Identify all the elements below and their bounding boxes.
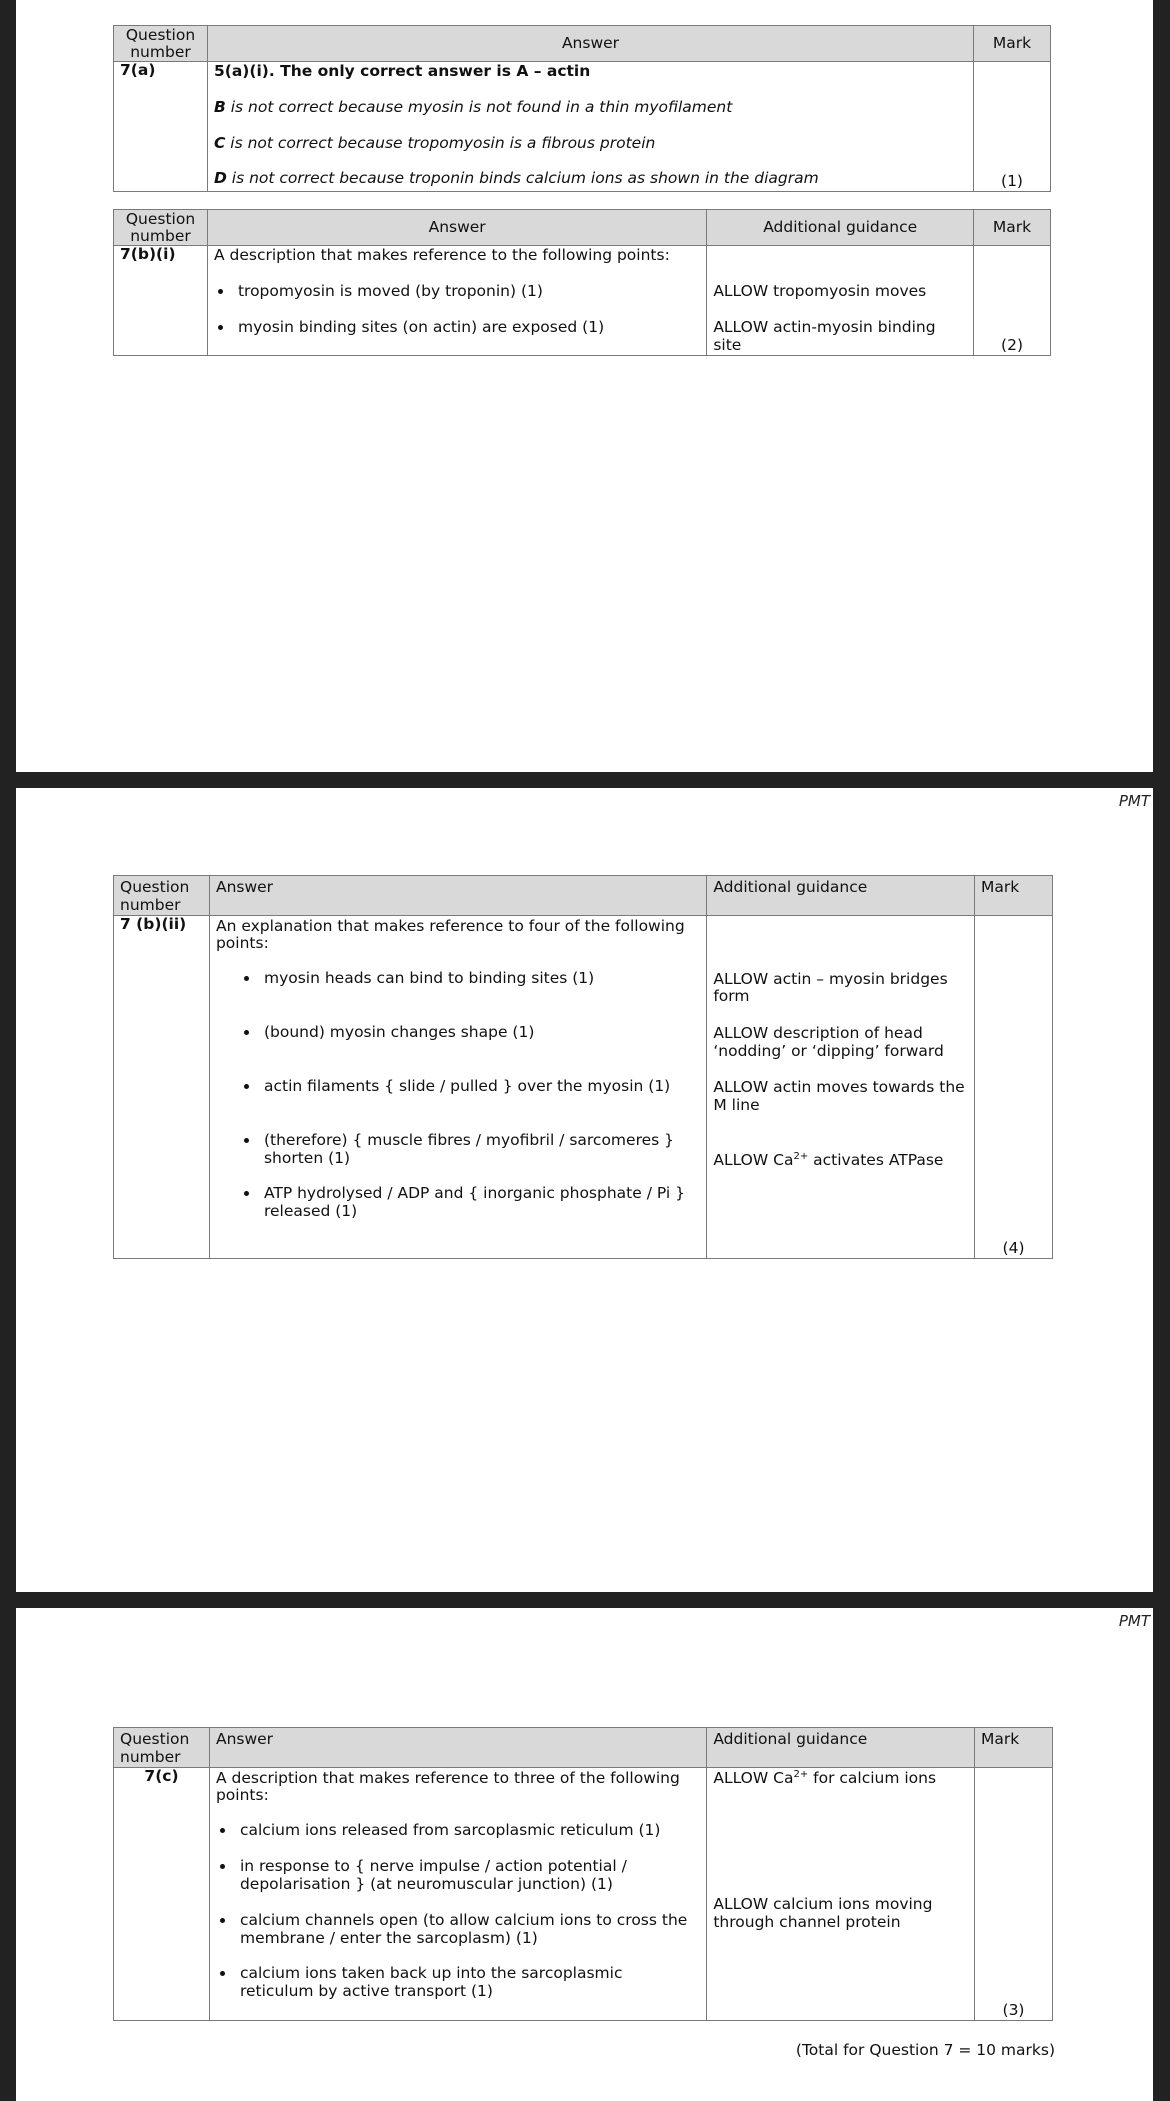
answer-point: • ATP hydrolysed / ADP and { inorganic phosphate / Pi } released (1): [260, 1185, 700, 1221]
header-question-number: Question number: [114, 210, 208, 246]
header-answer: Answer: [207, 210, 706, 246]
answer-intro: An explanation that makes reference to four of the following points:: [215, 916, 685, 953]
question-number: 7 (b)(ii): [120, 914, 187, 933]
page-2: [16, 788, 1153, 1592]
answer-point: • actin filaments { slide / pulled } over the myosin (1): [260, 1078, 700, 1096]
header-mark: Mark: [975, 1728, 1053, 1768]
header-answer: Answer: [209, 1728, 706, 1768]
header-question-number: Question number: [114, 26, 208, 62]
header-mark: Mark: [974, 26, 1051, 62]
guidance-line: ALLOW $Ca^{2+}$ activates ATPase: [713, 1150, 944, 1169]
header-mark: Mark: [975, 876, 1053, 916]
mark-value: (4): [1002, 1238, 1025, 1257]
guidance-line: ALLOW actin moves towards the M line: [713, 1077, 965, 1114]
pmt-label: PMT: [1118, 1612, 1150, 1630]
header-guidance: Additional guidance: [707, 210, 974, 246]
answer-point: • (therefore) { muscle fibres / myofibril / sarcomeres } shorten (1): [260, 1132, 700, 1168]
table-7bi: [113, 209, 1051, 356]
mark-value: (3): [1002, 2000, 1025, 2019]
correct-answer: 5(a)(i). The only correct answer is A – actin: [213, 62, 591, 80]
table-7a: [113, 25, 1051, 192]
answer-intro: A description that makes reference to the following points:: [213, 246, 670, 264]
header-answer: Answer: [207, 26, 973, 62]
guidance-line: ALLOW actin – myosin bridges form: [713, 969, 948, 1006]
answer-point: • myosin heads can bind to binding sites (1): [260, 970, 700, 988]
guidance-line: ALLOW description of head ‘nodding’ or ‘dipping’ forward: [713, 1024, 944, 1061]
pmt-label: PMT: [1118, 792, 1150, 810]
page-1: [16, 0, 1153, 772]
header-guidance: Additional guidance: [707, 1728, 975, 1768]
table-7c: [113, 1727, 1053, 2021]
guidance-line: ALLOW $Ca^{2+}$ for calcium ions: [713, 1768, 937, 1787]
page-3: [16, 1608, 1153, 2101]
mark-value: (1): [1001, 172, 1023, 191]
answer-point: • calcium ions released from sarcoplasmic reticulum (1): [236, 1822, 700, 1840]
distractor-c: C is not correct because tropomyosin is a fibrous protein: [213, 133, 656, 152]
header-guidance: Additional guidance: [707, 876, 975, 916]
header-question-number: Question number: [114, 1728, 210, 1768]
header-question-number: Question number: [114, 876, 210, 916]
mark-value: (2): [1001, 336, 1023, 355]
answer-point: • calcium channels open (to allow calcium ions to cross the membrane / enter the sarcoplasm) (1): [236, 1912, 700, 1948]
distractor-d: D is not correct because troponin binds calcium ions as shown in the diagram: [213, 169, 819, 188]
answer-point: • in response to { nerve impulse / action potential / depolarisation } (at neuromuscular junction) (1): [236, 1858, 700, 1894]
answer-point: • (bound) myosin changes shape (1): [260, 1024, 700, 1042]
answer-point: • calcium ions taken back up into the sarcoplasmic reticulum by active transport (1): [236, 1965, 700, 2001]
distractor-b: B is not correct because myosin is not found in a thin myofilament: [213, 97, 733, 116]
question-number: 7(a): [120, 61, 156, 79]
guidance-line: ALLOW actin-myosin binding site: [713, 317, 936, 354]
header-mark: Mark: [974, 210, 1051, 246]
table-7bii: [113, 875, 1053, 1259]
answer-intro: A description that makes reference to three of the following points:: [215, 1768, 680, 1805]
question-number: 7(c): [144, 1766, 179, 1785]
answer-point: • myosin binding sites (on actin) are exposed (1): [234, 319, 700, 337]
guidance-line: ALLOW tropomyosin moves: [713, 282, 927, 300]
header-answer: Answer: [209, 876, 706, 916]
guidance-line: ALLOW calcium ions moving through channel protein: [713, 1895, 933, 1932]
question-number: 7(b)(i): [120, 245, 176, 263]
answer-point: • tropomyosin is moved (by troponin) (1): [234, 283, 700, 301]
question-total: (Total for Question 7 = 10 marks): [795, 2041, 1055, 2059]
